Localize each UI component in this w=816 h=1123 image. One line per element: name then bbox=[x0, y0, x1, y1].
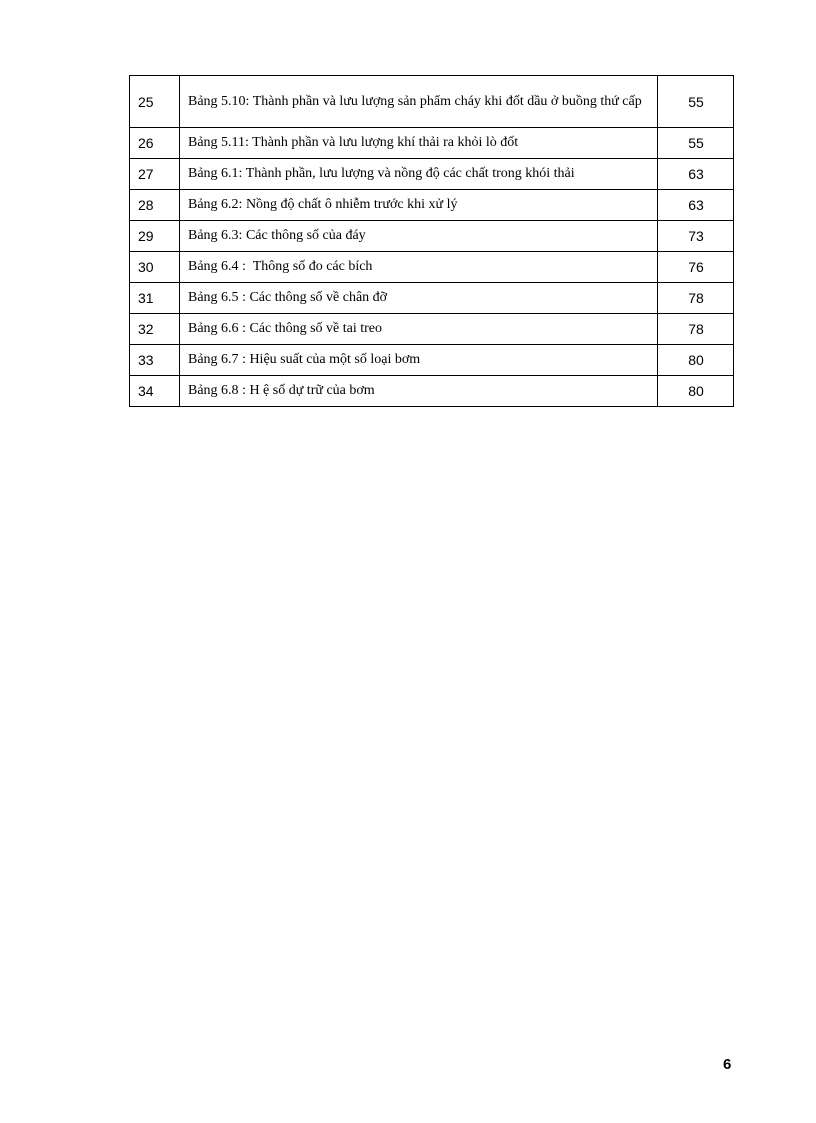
row-number: 34 bbox=[130, 376, 180, 407]
row-page: 55 bbox=[658, 128, 734, 159]
row-page: 63 bbox=[658, 190, 734, 221]
row-title: Bảng 6.6 : Các thông số về tai treo bbox=[180, 314, 658, 345]
row-number: 25 bbox=[130, 76, 180, 128]
row-page: 63 bbox=[658, 159, 734, 190]
row-page: 78 bbox=[658, 283, 734, 314]
row-number: 32 bbox=[130, 314, 180, 345]
row-title: Bảng 6.1: Thành phần, lưu lượng và nồng độ các chất trong khói thải bbox=[180, 159, 658, 190]
row-title: Bảng 6.5 : Các thông số về chân đỡ bbox=[180, 283, 658, 314]
row-number: 27 bbox=[130, 159, 180, 190]
row-number: 30 bbox=[130, 252, 180, 283]
table-of-contents bbox=[129, 75, 734, 407]
row-number: 29 bbox=[130, 221, 180, 252]
row-page: 55 bbox=[658, 76, 734, 128]
table-row bbox=[130, 283, 734, 314]
table-row bbox=[130, 190, 734, 221]
table-row bbox=[130, 76, 734, 128]
row-title: Bảng 5.11: Thành phần và lưu lượng khí thải ra khỏi lò đốt bbox=[180, 128, 658, 159]
table-row bbox=[130, 252, 734, 283]
table-row bbox=[130, 376, 734, 407]
row-page: 80 bbox=[658, 376, 734, 407]
table-row bbox=[130, 345, 734, 376]
table-row bbox=[130, 314, 734, 345]
row-title: Bảng 6.4 : Thông số đo các bích bbox=[180, 252, 658, 283]
row-title: Bảng 6.8 : H ệ số dự trữ của bơm bbox=[180, 376, 658, 407]
table-row bbox=[130, 159, 734, 190]
row-page: 80 bbox=[658, 345, 734, 376]
row-title: Bảng 6.7 : Hiệu suất của một số loại bơm bbox=[180, 345, 658, 376]
row-number: 26 bbox=[130, 128, 180, 159]
row-page: 78 bbox=[658, 314, 734, 345]
row-title: Bảng 6.3: Các thông số của đáy bbox=[180, 221, 658, 252]
page-number: 6 bbox=[723, 1056, 732, 1073]
row-page: 76 bbox=[658, 252, 734, 283]
row-number: 28 bbox=[130, 190, 180, 221]
table-row bbox=[130, 221, 734, 252]
row-number: 31 bbox=[130, 283, 180, 314]
row-number: 33 bbox=[130, 345, 180, 376]
row-title: Bảng 6.2: Nồng độ chất ô nhiễm trước khi xử lý bbox=[180, 190, 658, 221]
table-row bbox=[130, 128, 734, 159]
row-title: Bảng 5.10: Thành phần và lưu lượng sản phẩm cháy khi đốt dầu ở buồng thứ cấp bbox=[180, 76, 658, 128]
row-page: 73 bbox=[658, 221, 734, 252]
